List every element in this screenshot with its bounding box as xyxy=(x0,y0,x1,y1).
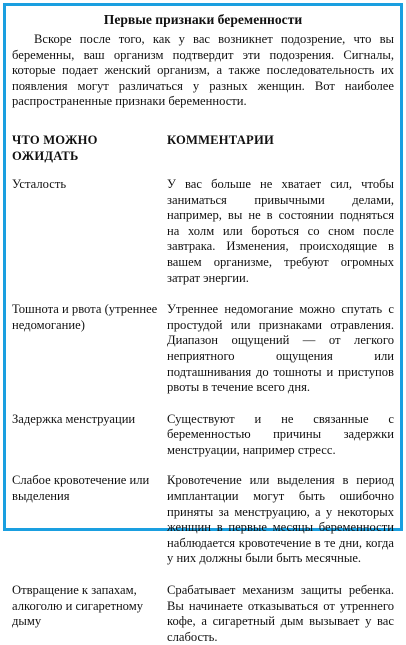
table-row xyxy=(12,473,394,567)
comment-cell: Утреннее недомогание можно спутать с простудой или признаками отравления. Диапазон ощущений — от легкого неприятного ощущения или подташнивания до тошноты и приступов рвоты в течение всего дня. xyxy=(167,302,394,395)
table-header xyxy=(12,132,394,164)
comment-cell: Существуют и не связанные с беременностью причины задержки менструации, например стресс. xyxy=(167,411,394,457)
comment-cell: Кровотечение или выделения в период имплантации могут быть ошибочно приняты за менструацию, а у некоторых женщин в первые месяцы беременности наблюдается кровотечение в те дни, когда у них должны были быть месячные. xyxy=(167,473,394,566)
sign-cell: Слабое кровотечение или выделения xyxy=(12,473,150,504)
table-row xyxy=(12,412,394,459)
info-box-content xyxy=(12,12,394,645)
comment-cell: У вас больше не хватает сил, чтобы заниматься привычными делами, например, вы не в состоянии подняться на холм или бороться со сном после завтрака. Изменения, происходящие в вашем организме, требуют огромных затрат энергии. xyxy=(167,176,394,285)
header-comments: КОММЕНТАРИИ xyxy=(167,132,274,147)
sign-cell: Тошнота и рвота (утреннее недомогание) xyxy=(12,302,158,332)
intro-paragraph: Вскоре после того, как у вас возникнет подозрение, что вы беременны, ваш организм подтвердит эти подозрения. Сигналы, которые подает женский организм, а также последовательность их появления могут различаться у разных женщин. Вот наиболее распространенные признаки беременности. xyxy=(12,32,394,109)
table-row xyxy=(12,302,394,396)
table-row xyxy=(12,583,394,645)
header-expect: ЧТО МОЖНО ОЖИДАТЬ xyxy=(12,132,98,163)
sign-cell: Задержка менструации xyxy=(12,411,136,426)
info-box xyxy=(3,3,403,644)
comment-cell: Срабатывает механизм защиты ребенка. Вы начинаете отказываться от утреннего кофе, а сигаретный дым вызывает у вас слабость. xyxy=(167,583,394,644)
sign-cell: Отвращение к запахам, алкоголю и сигаретному дыму xyxy=(12,583,144,629)
box-title: Первые признаки беременности xyxy=(103,12,303,27)
table-row xyxy=(12,177,394,286)
sign-cell: Усталость xyxy=(12,176,67,191)
